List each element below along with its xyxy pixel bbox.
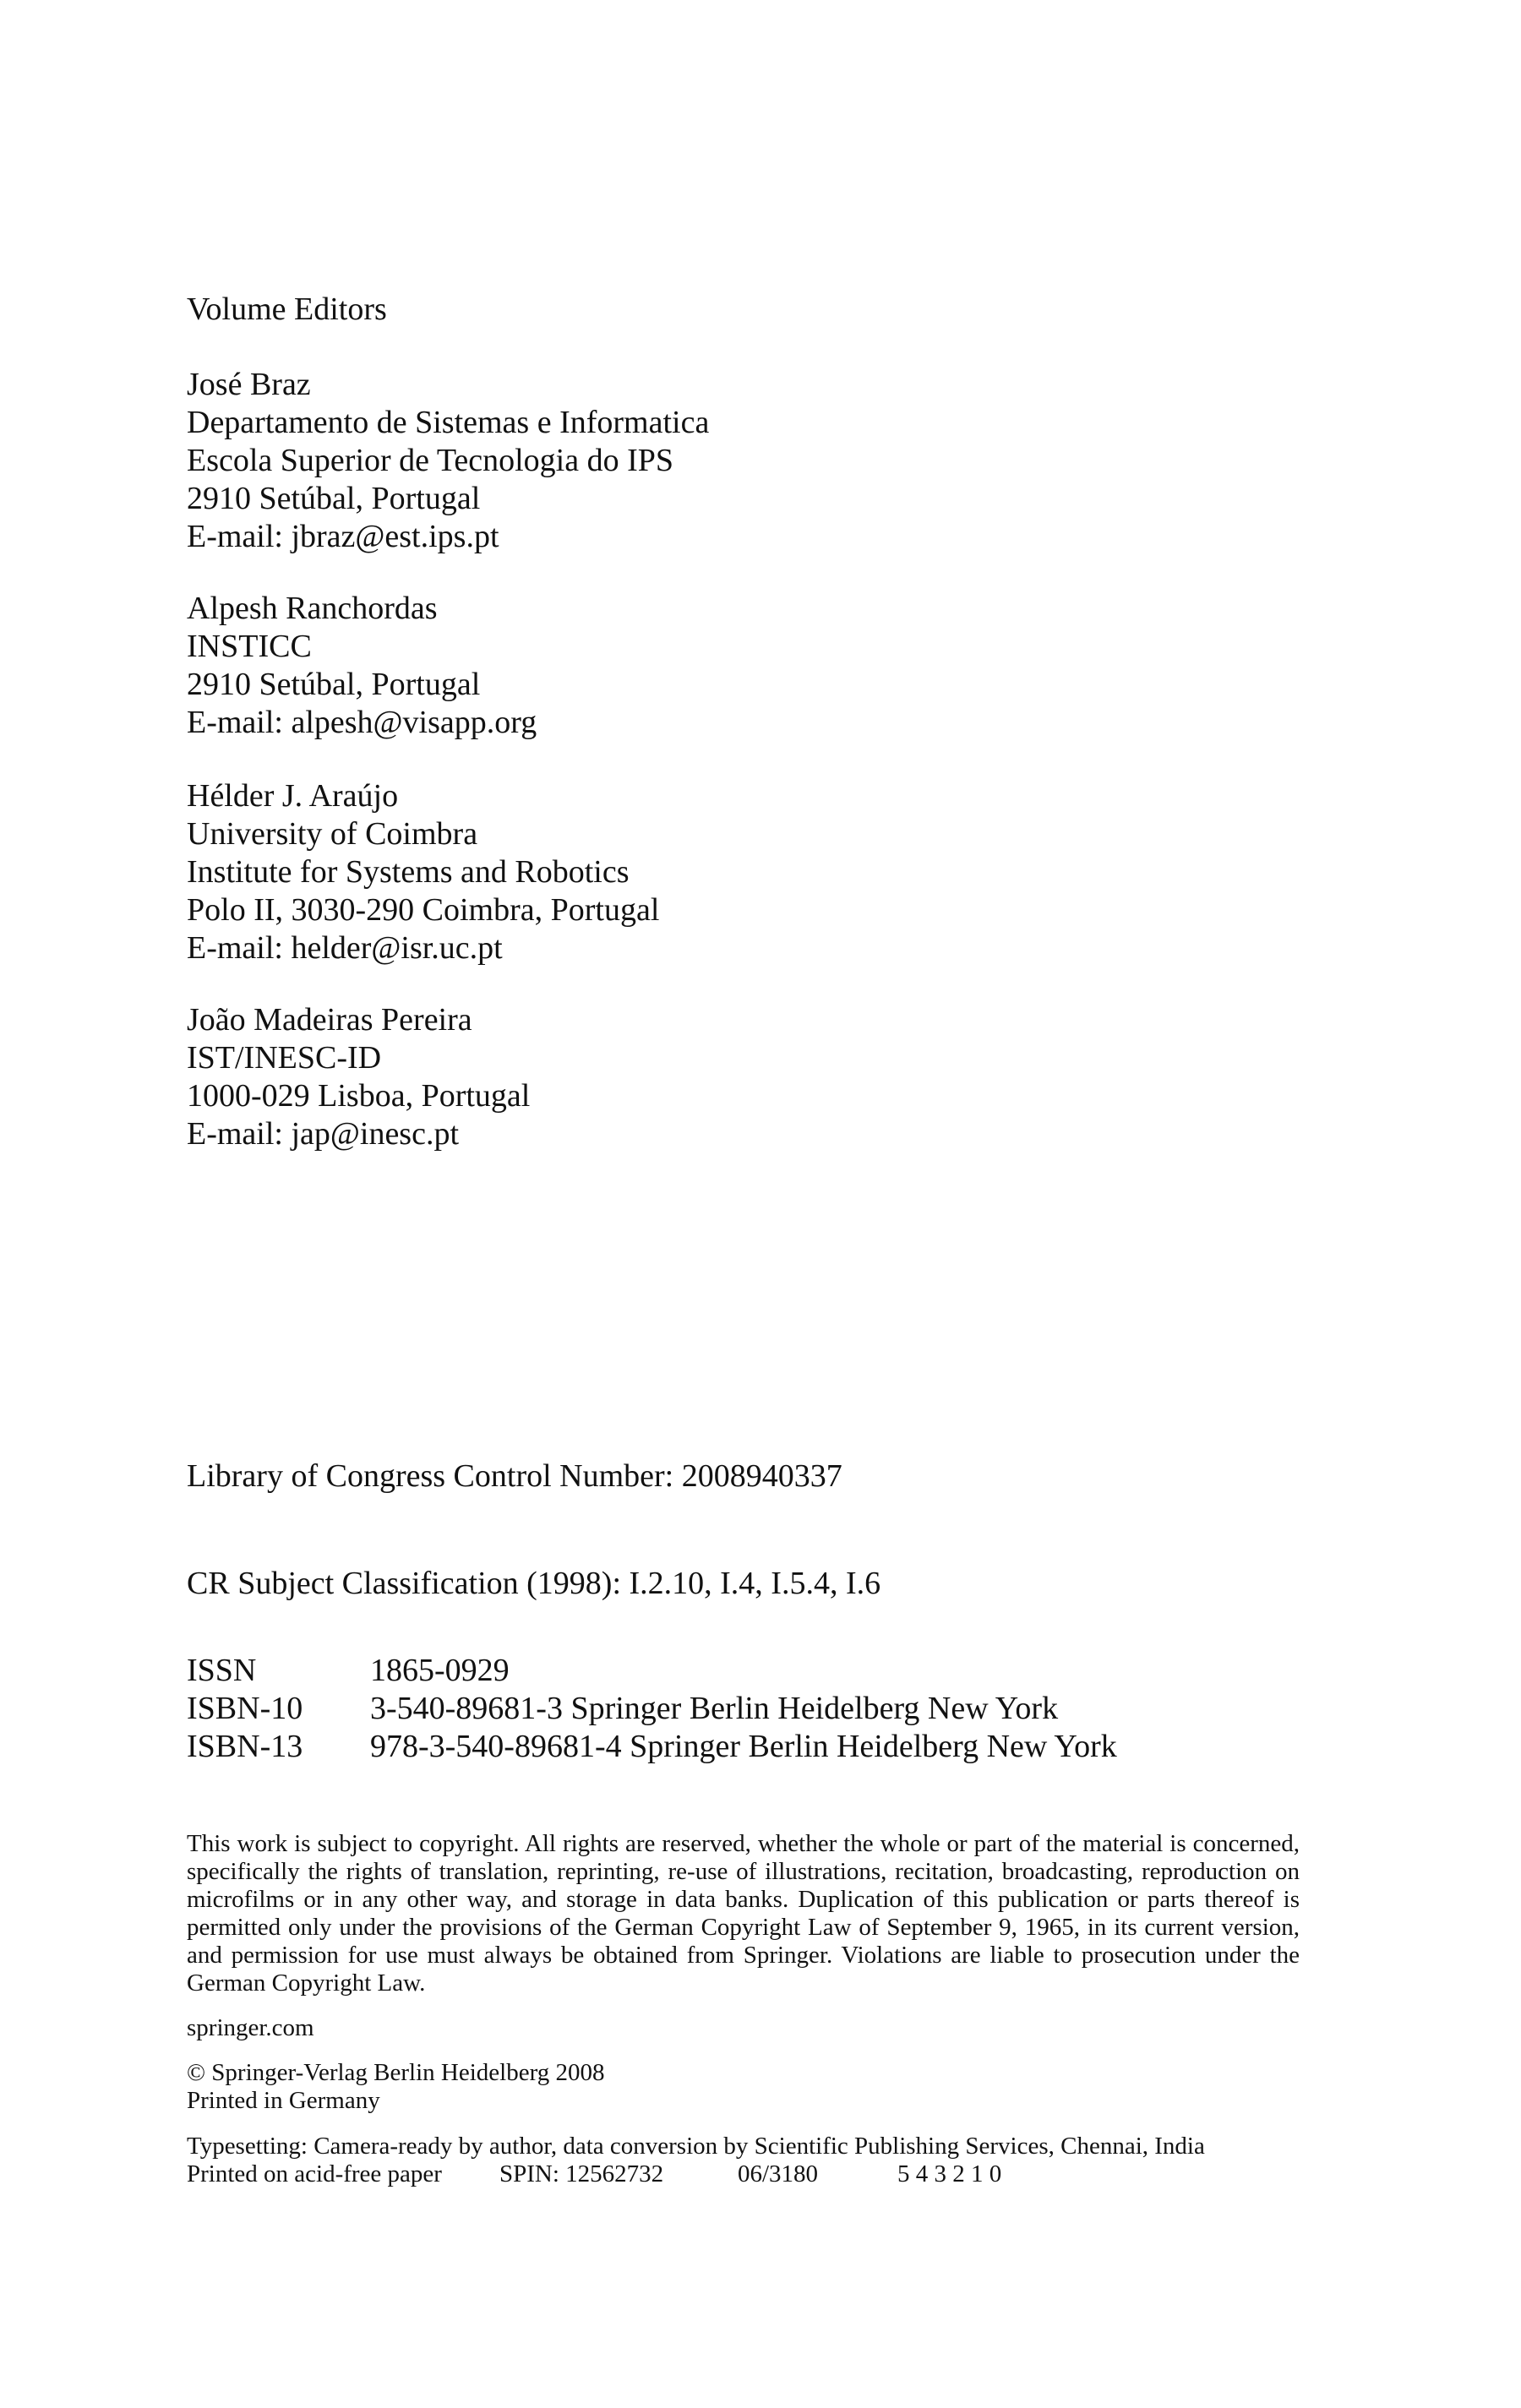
spin-number: SPIN: 12562732 (499, 2160, 664, 2187)
copyright-block (187, 2059, 1300, 2115)
copyright-line: © Springer-Verlag Berlin Heidelberg 2008 (187, 2059, 605, 2086)
editor-address-line: Polo II, 3030-290 Coimbra, Portugal (187, 892, 660, 928)
typesetting-line: Typesetting: Camera-ready by author, data conversion by Scientific Publishing Services, Chennai, India (187, 2133, 1205, 2160)
library-of-congress-number (187, 1457, 842, 1495)
editor-block (187, 366, 709, 556)
identifier-value: 3-540-89681-3 Springer Berlin Heidelberg New York (370, 1691, 1059, 1726)
editor-name: José Braz (187, 367, 311, 402)
editor-affiliation-line: Institute for Systems and Robotics (187, 854, 630, 890)
publisher-website (187, 2014, 1300, 2042)
identifier-label: ISSN (187, 1653, 257, 1688)
editor-name: Alpesh Ranchordas (187, 591, 438, 626)
print-code: 06/3180 (738, 2160, 819, 2187)
editor-block (187, 1001, 530, 1153)
cr-subject-classification (187, 1565, 880, 1603)
editor-block (187, 590, 537, 742)
printed-in-line: Printed in Germany (187, 2087, 380, 2114)
imprint-row (187, 2160, 1300, 2188)
editor-name: Hélder J. Araújo (187, 778, 399, 814)
identifier-label: ISBN-13 (187, 1729, 303, 1764)
editor-email: E-mail: helder@isr.uc.pt (187, 930, 503, 966)
editor-email: E-mail: alpesh@visapp.org (187, 705, 537, 740)
cr-subject-classification-text: CR Subject Classification (1998): I.2.10, I.4, I.5.4, I.6 (187, 1566, 881, 1601)
editor-affiliation-line: INSTICC (187, 629, 312, 664)
volume-editors-heading (187, 291, 387, 329)
volume-editors-title: Volume Editors (187, 291, 387, 327)
editor-name: João Madeiras Pereira (187, 1002, 472, 1038)
paper-note: Printed on acid-free paper (187, 2160, 442, 2187)
editor-affiliation-line: Departamento de Sistemas e Informatica (187, 405, 710, 440)
editor-email: E-mail: jap@inesc.pt (187, 1116, 460, 1152)
editor-affiliation-line: Escola Superior de Tecnologia do IPS (187, 443, 674, 478)
editor-affiliation-line: IST/INESC-ID (187, 1040, 382, 1076)
editor-address-line: 2910 Setúbal, Portugal (187, 667, 481, 702)
library-of-congress-text: Library of Congress Control Number: 2008940337 (187, 1458, 842, 1494)
editor-block (187, 777, 659, 967)
identifier-value: 1865-0929 (370, 1653, 510, 1688)
identifier-label: ISBN-10 (187, 1691, 303, 1726)
publisher-website-text: springer.com (187, 2014, 314, 2041)
typesetting-block (187, 2133, 1300, 2188)
copyright-notice-text: This work is subject to copyright. All rights are reserved, whether the whole or part of the material is concerned, specifically the rights of translation, reprinting, re-use of illustrations, recitation, broadcasting, reproduction on microfilms or in any other way, and storage in data banks. Duplication of this publication or parts thereof is permitted only under the provisions of the German Copyright Law of September 9, 1965, in its current version, and permission for use must always be obtained from Springer. Violations are liable to prosecution under the German Copyright Law. (187, 1830, 1300, 1997)
editor-email: E-mail: jbraz@est.ips.pt (187, 519, 499, 554)
editor-affiliation-line: University of Coimbra (187, 816, 478, 852)
editor-address-line: 2910 Setúbal, Portugal (187, 481, 481, 516)
identifier-value: 978-3-540-89681-4 Springer Berlin Heidelberg New York (370, 1729, 1117, 1764)
print-run: 5 4 3 2 1 0 (897, 2160, 1002, 2187)
editor-address-line: 1000-029 Lisboa, Portugal (187, 1078, 531, 1114)
copyright-notice (187, 1830, 1300, 1997)
